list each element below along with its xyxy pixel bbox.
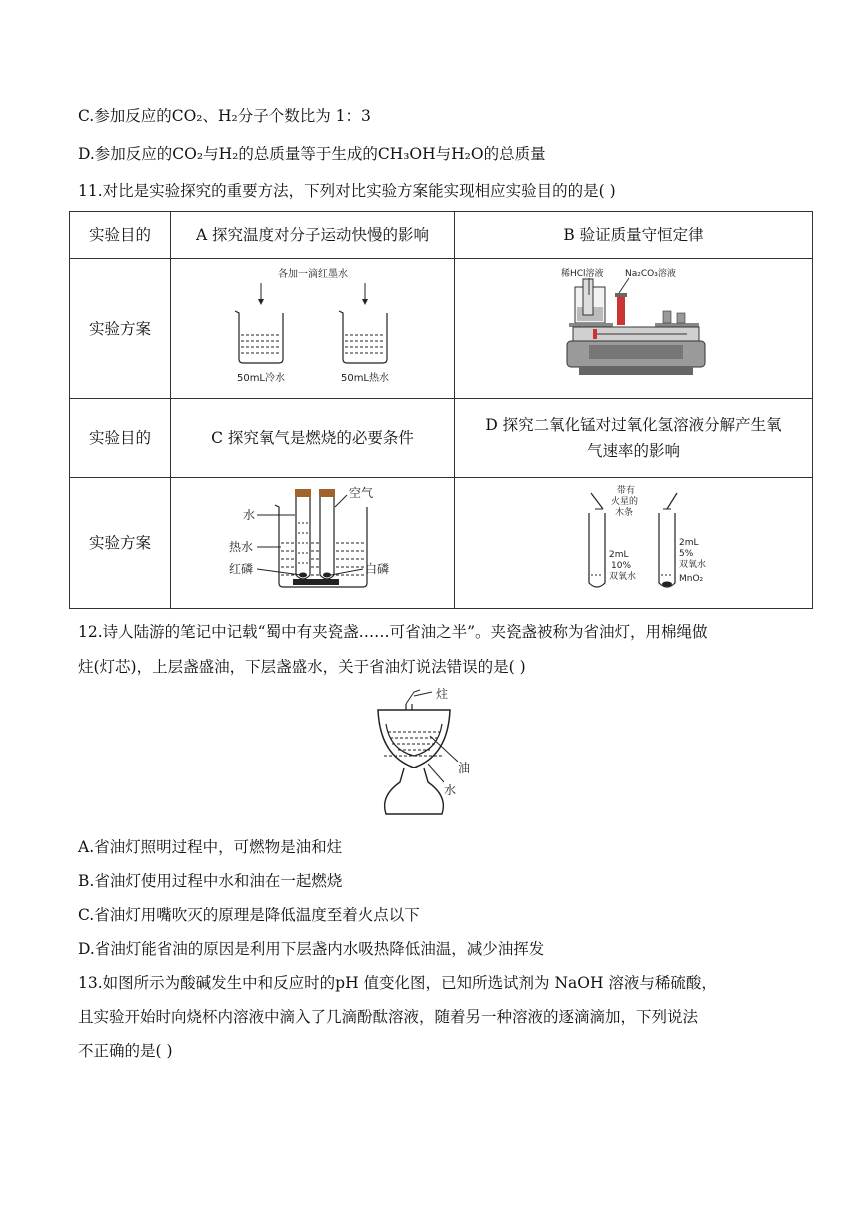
option-d-figure <box>455 478 813 609</box>
fig-d-stick-line1: 带有 <box>616 486 635 496</box>
fig-c-water-label: 水 <box>242 508 255 522</box>
q12-stem-line1: 12.诗人陆游的笔记中记载“蜀中有夹瓷盏……可省油之半”。夹瓷盏被称为省油灯，用棉绳做 <box>78 623 708 641</box>
row-label-goal: 实验目的 <box>70 212 171 259</box>
q12-option-c: C.省油灯用嘴吹灭的原理是降低温度至着火点以下 <box>78 906 420 924</box>
q13-stem-line2: 且实验开始时向烧杯内溶液中滴入了几滴酚酞溶液，随着另一种溶液的逐滴滴加，下列说法 <box>78 1008 699 1026</box>
option-a-figure <box>171 259 455 399</box>
q12-option-a: A.省油灯照明过程中，可燃物是油和炷 <box>78 838 343 856</box>
fig-b-left-label: 稀HCl溶液 <box>560 268 604 279</box>
fig-d-right-line4: MnO₂ <box>678 574 703 584</box>
option-a-goal: A 探究温度对分子运动快慢的影响 <box>171 212 455 259</box>
option-d-goal-line1: D 探究二氧化锰对过氧化氢溶液分解产生氧 <box>485 416 782 434</box>
phosphorus-combustion-diagram <box>223 483 403 595</box>
q13-stem-line1: 13.如图所示为酸碱发生中和反应时的pH 值变化图，已知所选试剂为 NaOH 溶液与稀硫酸， <box>78 974 717 992</box>
hydrogen-peroxide-diagram <box>559 483 709 595</box>
lamp-wick-label: 炷 <box>436 687 449 701</box>
fig-c-hot-water-label: 热水 <box>228 540 253 554</box>
option-d-goal <box>455 399 813 478</box>
fig-a-left-label: 50mL冷水 <box>236 372 285 384</box>
fig-a-top-label: 各加一滴红墨水 <box>277 268 348 280</box>
q12-stem-line2: 炷(灯芯)，上层盏盛油，下层盏盛水，关于省油灯说法错误的是( ) <box>78 658 526 676</box>
oil-saving-lamp-diagram <box>370 686 480 822</box>
fig-c-red-phosphorus-label: 红磷 <box>228 562 253 576</box>
option-d-goal-line2: 气速率的影响 <box>586 442 680 460</box>
row-label-plan: 实验方案 <box>70 259 171 399</box>
option-b-figure <box>455 259 813 399</box>
option-c-figure <box>171 478 455 609</box>
lamp-oil-label: 油 <box>458 761 471 775</box>
cold-water-beaker <box>235 311 283 363</box>
row-label-goal-2: 实验目的 <box>70 399 171 478</box>
option-c-goal: C 探究氧气是燃烧的必要条件 <box>171 399 455 478</box>
balance-diagram <box>559 265 709 385</box>
fig-b-right-label: Na₂CO₃溶液 <box>624 268 676 279</box>
fig-d-left-line3: 双氧水 <box>608 572 636 582</box>
q13-stem-line3: 不正确的是( ) <box>78 1042 173 1060</box>
q11-stem: 11.对比是实验探究的重要方法，下列对比实验方案能实现相应实验目的的是( ) <box>78 182 616 200</box>
q12-option-b: B.省油灯使用过程中水和油在一起燃烧 <box>78 872 343 890</box>
fig-c-white-phosphorus-label: 白磷 <box>364 562 389 576</box>
q12-option-d: D.省油灯能省油的原因是利用下层盏内水吸热降低油温，减少油挥发 <box>78 940 545 958</box>
fig-d-left-line1: 2mL <box>608 550 629 560</box>
row-label-plan-2: 实验方案 <box>70 478 171 609</box>
fig-d-right-line1: 2mL <box>678 538 699 548</box>
fig-d-stick-line3: 木条 <box>614 508 633 518</box>
hot-water-beaker <box>339 311 387 363</box>
beakers-diagram <box>213 265 413 385</box>
q10-option-d: D.参加反应的CO₂与H₂的总质量等于生成的CH₃OH与H₂O的总质量 <box>78 145 546 163</box>
fig-a-right-label: 50mL热水 <box>340 372 389 384</box>
fig-d-left-line2: 10% <box>610 561 631 571</box>
fig-d-right-line3: 双氧水 <box>678 560 706 570</box>
q11-experiment-table <box>69 211 813 609</box>
q10-option-c: C.参加反应的CO₂、H₂分子个数比为 1：3 <box>78 107 371 125</box>
fig-d-stick-line2: 火星的 <box>610 497 638 507</box>
lamp-water-label: 水 <box>444 783 457 797</box>
fig-c-air-label: 空气 <box>348 486 373 500</box>
fig-d-right-line2: 5% <box>678 549 693 559</box>
option-b-goal: B 验证质量守恒定律 <box>455 212 813 259</box>
